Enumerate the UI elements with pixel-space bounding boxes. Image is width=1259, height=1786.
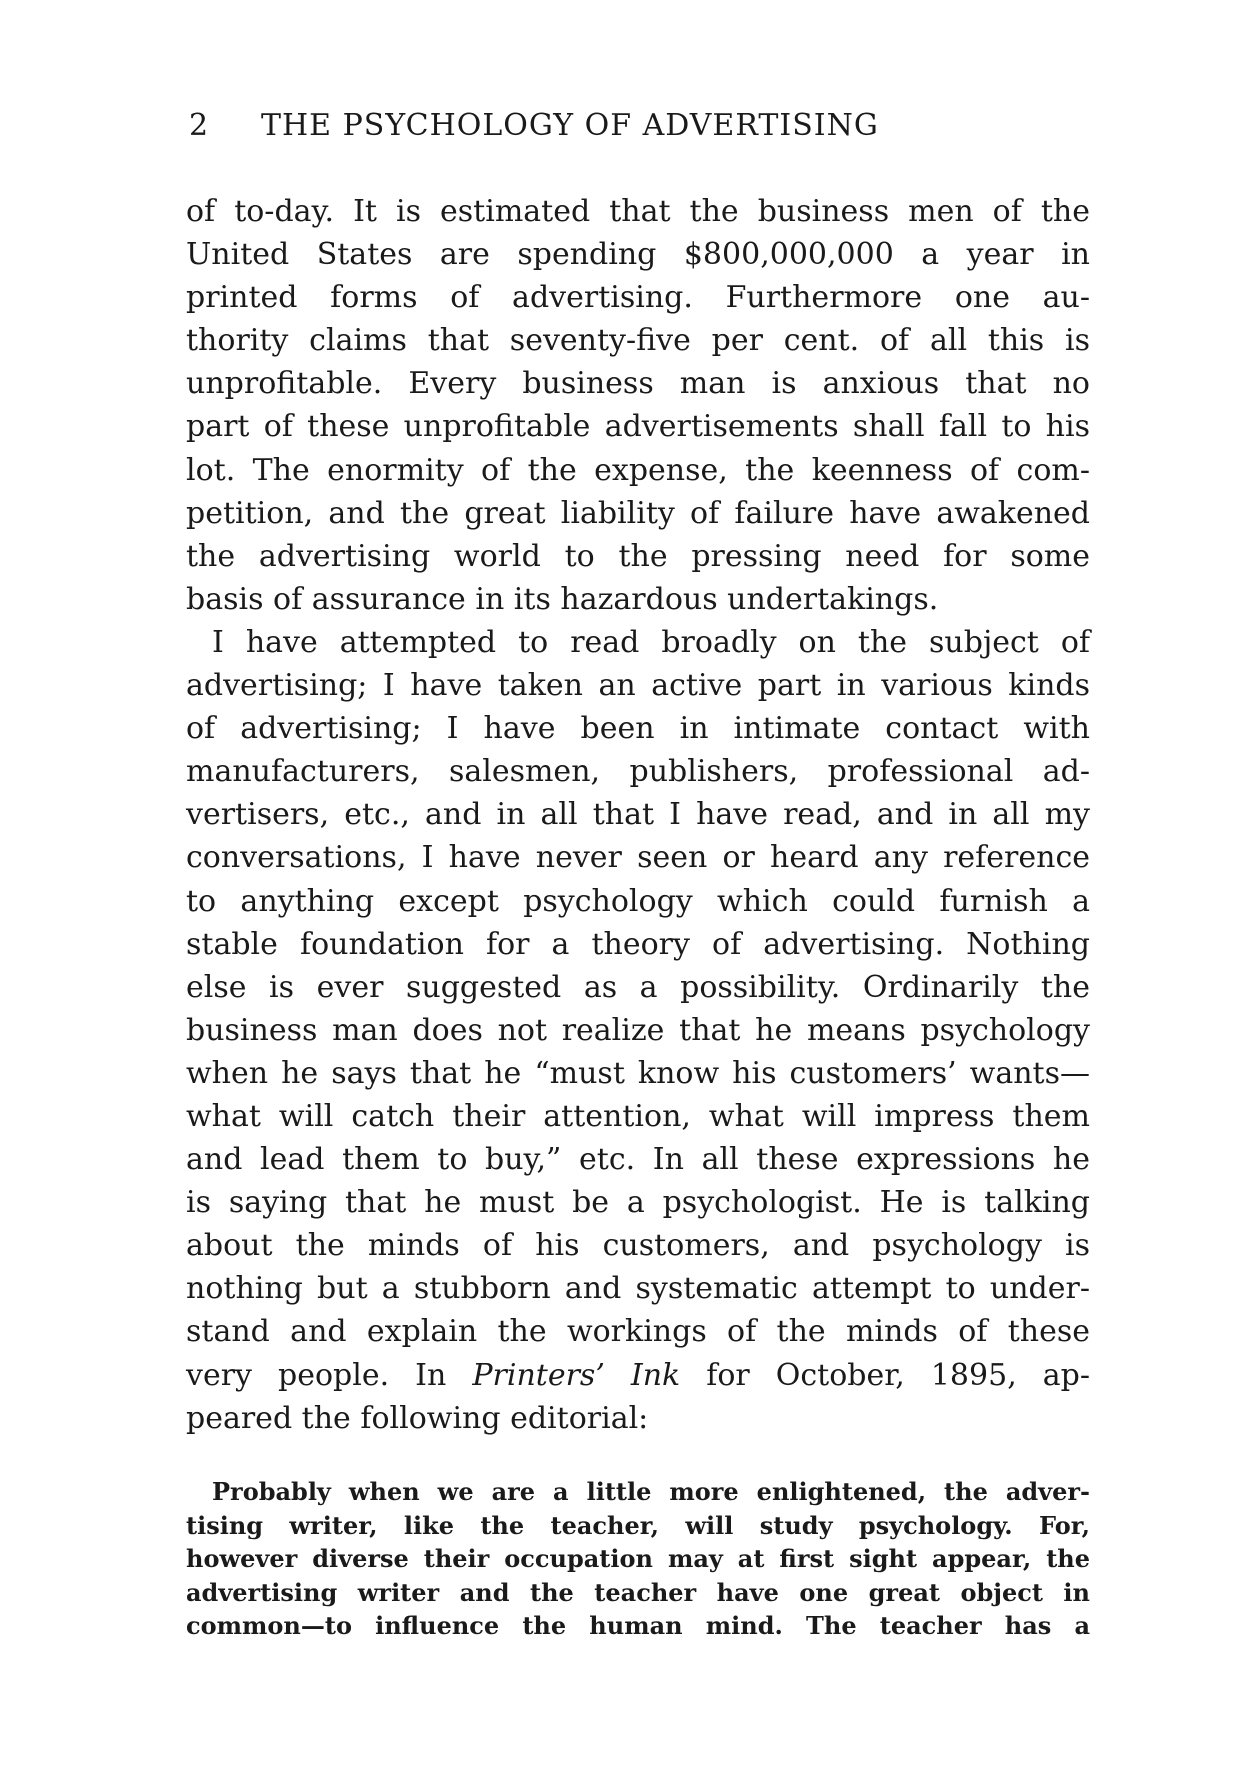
text-line: printed forms of advertising. Furthermore one au-	[186, 280, 1090, 316]
paragraph-start-line: I have attempted to read broadly on the subject of	[212, 624, 1090, 660]
block-quote	[186, 1475, 1090, 1643]
text-line: nothing but a stubborn and systematic attempt to under-	[186, 1271, 1090, 1307]
body-text	[186, 190, 1090, 1440]
text-line: part of these unprofitable advertisements shall fall to his	[186, 409, 1090, 445]
text-line: peared the following editorial:	[186, 1400, 649, 1436]
text-line: the advertising world to the pressing need for some	[186, 538, 1090, 574]
text-line: vertisers, etc., and in all that I have read, and in all my	[186, 797, 1090, 833]
italic-title: Printers’ Ink	[472, 1357, 681, 1393]
running-head	[189, 108, 1019, 154]
text-line-with-italic	[186, 1354, 1090, 1397]
quote-line: advertising writer and the teacher have one great object in	[186, 1577, 1090, 1607]
quote-line: tising writer, like the teacher, will study psychology. For,	[186, 1510, 1090, 1540]
text-line: petition, and the great liability of failure have awakened	[186, 495, 1090, 531]
text-line: is saying that he must be a psychologist. He is talking	[186, 1185, 1090, 1221]
text-line: what will catch their attention, what will impress them	[186, 1098, 1090, 1134]
text-segment: very people. In	[186, 1357, 473, 1393]
text-line: conversations, I have never seen or heard any reference	[186, 840, 1090, 876]
text-line: to anything except psychology which could furnish a	[186, 883, 1090, 919]
text-line: thority claims that seventy-five per cent. of all this is	[186, 323, 1090, 359]
quote-line: common—to influence the human mind. The teacher has a	[186, 1611, 1090, 1640]
text-line: when he says that he “must know his customers’ wants—	[186, 1055, 1090, 1091]
text-line: unprofitable. Every business man is anxious that no	[186, 366, 1090, 402]
text-line: and lead them to buy,” etc. In all these expressions he	[186, 1142, 1090, 1178]
text-line: of advertising; I have been in intimate contact with	[186, 711, 1090, 747]
text-line: business man does not realize that he means psychology	[186, 1012, 1090, 1048]
text-line: United States are spending $800,000,000 a year in	[186, 237, 1090, 273]
text-line: about the minds of his customers, and psychology is	[186, 1228, 1090, 1264]
quote-line: however diverse their occupation may at first sight appear, the	[186, 1544, 1090, 1573]
text-line: stable foundation for a theory of advertising. Nothing	[186, 926, 1090, 962]
page-number: 2	[189, 108, 210, 143]
text-line: advertising; I have taken an active part in various kinds	[186, 668, 1090, 704]
quote-line: Probably when we are a little more enlightened, the adver-	[212, 1477, 1090, 1506]
text-line: lot. The enormity of the expense, the keenness of com-	[186, 452, 1090, 488]
text-line: manufacturers, salesmen, publishers, professional ad-	[186, 754, 1090, 790]
text-segment: for October, 1895, ap-	[680, 1357, 1090, 1393]
running-title: THE PSYCHOLOGY OF ADVERTISING	[261, 108, 879, 143]
text-line: of to-day. It is estimated that the business men of the	[186, 194, 1090, 229]
text-line: else is ever suggested as a possibility. Ordinarily the	[186, 969, 1090, 1005]
text-line: basis of assurance in its hazardous undertakings.	[186, 581, 939, 617]
text-line: stand and explain the workings of the minds of these	[186, 1314, 1090, 1350]
